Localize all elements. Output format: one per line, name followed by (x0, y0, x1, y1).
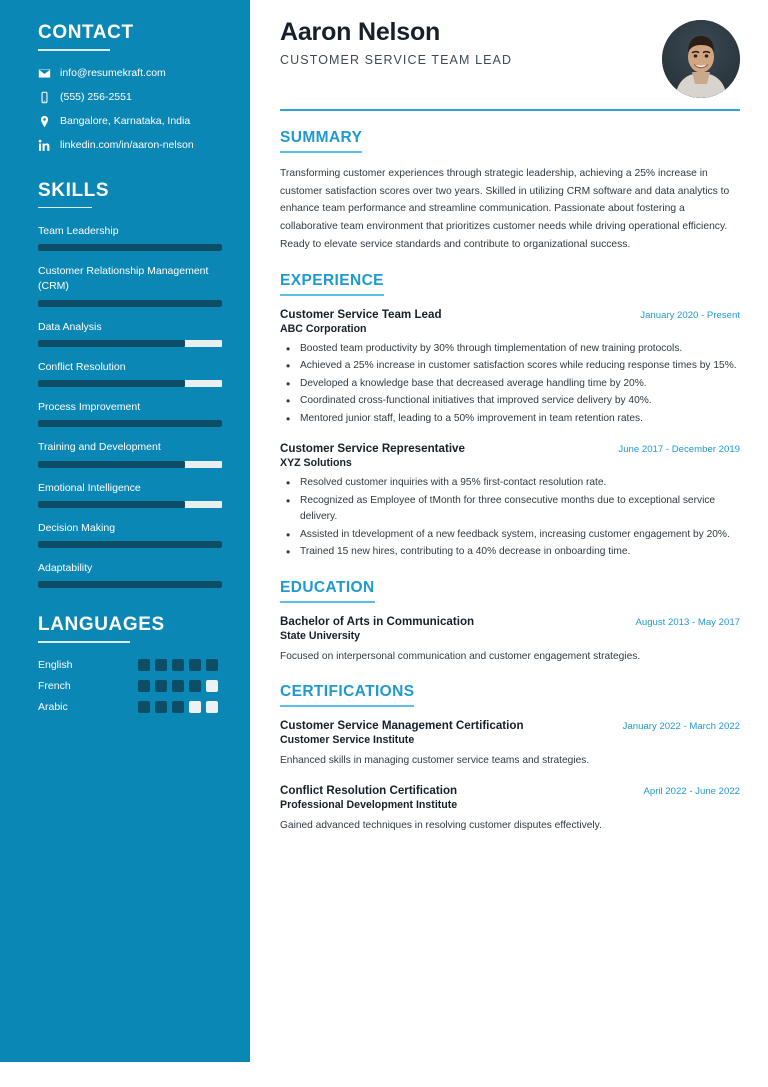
entry (280, 308, 740, 428)
skill-item (38, 561, 222, 588)
skill-bar-track (38, 244, 222, 251)
certifications-list (280, 719, 740, 835)
main-content (250, 0, 768, 1087)
language-item (38, 680, 222, 692)
language-level-dot (138, 659, 150, 671)
language-level-dot (206, 659, 218, 671)
language-item (38, 659, 222, 671)
language-level-dot (155, 680, 167, 692)
skill-bar-fill (38, 541, 222, 548)
skill-bar-track (38, 541, 222, 548)
language-label: French (38, 679, 71, 692)
experience-heading: EXPERIENCE (280, 272, 384, 296)
entry-bullets (280, 475, 740, 561)
contact-heading: CONTACT (38, 22, 134, 43)
skill-bar-fill (38, 380, 185, 387)
language-level-dots (138, 701, 218, 713)
entry-organization: Customer Service Institute (280, 733, 415, 746)
entry-bullet: • Recognized as Employee of tMonth for three consecutive months due to exceptional service delivery. (280, 493, 740, 526)
language-level-dot (172, 701, 184, 713)
skill-bar-fill (38, 581, 222, 588)
entry-bullet: • Assisted in tdevelopment of a new feedback system, increasing customer engagement by 20%. (280, 527, 740, 544)
entry-title: Conflict Resolution Certification (280, 784, 458, 798)
experience-list (280, 308, 740, 561)
skill-label: Training and Development (38, 441, 161, 454)
skill-item (38, 400, 222, 427)
entry (280, 615, 740, 665)
map-pin-icon (38, 115, 55, 128)
language-level-dot (206, 680, 218, 692)
language-item (38, 701, 222, 713)
languages-section (38, 614, 222, 713)
entry-date: August 2013 - May 2017 (635, 616, 740, 628)
skill-bar-fill (38, 461, 185, 468)
languages-heading: LANGUAGES (38, 614, 165, 636)
skill-item (38, 360, 222, 387)
skill-bar-track (38, 380, 222, 387)
summary-text: Transforming customer experiences through strategic leadership, achieving a 25% increase in customer satisfaction scores over two years. Skilled in utilizing CRM software and data analytics to enhance team performance and streamline communication. Passionate about fostering a collaborative team environment that prioritizes customer needs while driving operational efficiency. Ready to elevate service standards and contribute to organizational success. (280, 168, 730, 250)
entry-header (280, 308, 740, 321)
language-label: Arabic (38, 700, 68, 713)
page-title: Aaron Nelson (280, 18, 441, 46)
linkedin-icon (38, 139, 55, 152)
entry-organization: State University (280, 629, 361, 642)
entry-title: Customer Service Management Certification (280, 718, 524, 732)
skill-bar-fill (38, 300, 222, 307)
entry-bullet: • Coordinated cross-functional initiatives that improved service delivery by 40%. (280, 393, 740, 410)
entry-header (280, 442, 740, 455)
experience-section (280, 272, 740, 561)
skill-item (38, 224, 222, 251)
entry-header (280, 719, 740, 732)
language-label: English (38, 658, 73, 671)
contact-heading-underline (38, 49, 110, 51)
skill-bar-fill (38, 420, 222, 427)
language-level-dot (172, 680, 184, 692)
entry-bullet: • Developed a knowledge base that decreased average handling time by 20%. (280, 376, 740, 393)
skill-bar-track (38, 501, 222, 508)
language-level-dot (172, 659, 184, 671)
entry-date: January 2020 - Present (640, 309, 740, 321)
language-level-dot (206, 701, 218, 713)
language-level-dot (155, 659, 167, 671)
skill-label: Team Leadership (38, 225, 119, 237)
contact-item[interactable] (38, 91, 222, 104)
entry-date: June 2017 - December 2019 (618, 444, 740, 456)
entry-bullets (280, 341, 740, 428)
entry-bullet: • Resolved customer inquiries with a 95% first-contact resolution rate. (280, 475, 740, 492)
contact-item-value: linkedin.com/in/aaron-nelson (60, 138, 194, 151)
entry-bullet: • Achieved a 25% increase in customer satisfaction scores while reducing response times by 15%. (280, 358, 740, 375)
entry-date: April 2022 - June 2022 (643, 786, 740, 798)
skill-item (38, 521, 222, 548)
skill-item (38, 320, 222, 347)
certifications-heading: CERTIFICATIONS (280, 683, 414, 707)
education-list (280, 615, 740, 665)
entry-title: Customer Service Team Lead (280, 307, 442, 321)
skill-bar-track (38, 420, 222, 427)
language-level-dots (138, 659, 218, 671)
mobile-phone-icon (38, 91, 55, 104)
languages-heading-underline (38, 641, 130, 643)
contact-item-value: Bangalore, Karnataka, India (60, 114, 191, 127)
skill-label: Adaptability (38, 561, 93, 574)
skill-item (38, 264, 222, 306)
language-level-dots (138, 680, 218, 692)
summary-section (280, 129, 740, 254)
avatar (662, 20, 740, 98)
skill-item (38, 440, 222, 467)
contact-item[interactable] (38, 139, 222, 152)
entry-organization: XYZ Solutions (280, 457, 352, 470)
contact-list (38, 67, 222, 152)
sidebar (0, 0, 250, 1062)
envelope-icon (38, 67, 55, 80)
contact-item-value: (555) 256-2551 (60, 90, 132, 103)
header-divider (280, 109, 740, 111)
skills-section (38, 180, 222, 589)
language-level-dot (138, 680, 150, 692)
language-level-dot (155, 701, 167, 713)
skill-label: Process Improvement (38, 401, 141, 414)
languages-list (38, 659, 222, 713)
entry (280, 442, 740, 561)
entry-note: Enhanced skills in managing customer service teams and strategies. (280, 754, 590, 766)
contact-item[interactable] (38, 67, 222, 80)
entry-note: Gained advanced techniques in resolving customer disputes effectively. (280, 820, 602, 832)
job-title: CUSTOMER SERVICE TEAM LEAD (280, 52, 513, 67)
skill-bar-track (38, 461, 222, 468)
header-text (280, 18, 512, 67)
skill-item (38, 481, 222, 508)
entry-bullet: • Trained 15 new hires, contributing to a 40% decrease in onboarding time. (280, 544, 740, 561)
contact-item[interactable] (38, 115, 222, 128)
skill-bar-track (38, 581, 222, 588)
entry-header (280, 784, 740, 797)
entry-organization: ABC Corporation (280, 322, 367, 335)
skill-label: Decision Making (38, 521, 116, 534)
entry-bullet: • Mentored junior staff, leading to a 50% improvement in team retention rates. (280, 411, 740, 428)
summary-heading: SUMMARY (280, 129, 362, 153)
entry-title: Bachelor of Arts in Communication (280, 614, 475, 628)
skill-bar-track (38, 340, 222, 347)
language-level-dot (189, 701, 201, 713)
language-level-dot (189, 659, 201, 671)
entry-date: January 2022 - March 2022 (622, 720, 740, 732)
entry-title: Customer Service Representative (280, 442, 465, 456)
skill-label: Conflict Resolution (38, 360, 126, 373)
skill-label: Data Analysis (38, 320, 102, 333)
resume-header (280, 18, 740, 98)
skills-heading-underline (38, 207, 92, 209)
contact-section (38, 22, 222, 152)
contact-item-value: info@resumekraft.com (60, 66, 166, 79)
education-section (280, 579, 740, 665)
entry-note: Focused on interpersonal communication and customer engagement strategies. (280, 650, 641, 662)
entry (280, 719, 740, 769)
education-heading: EDUCATION (280, 579, 375, 603)
skill-bar-fill (38, 340, 185, 347)
entry (280, 784, 740, 834)
skills-list (38, 224, 222, 588)
skill-label: Emotional Intelligence (38, 481, 141, 494)
certifications-section (280, 683, 740, 835)
skill-bar-fill (38, 501, 185, 508)
language-level-dot (189, 680, 201, 692)
entry-bullet: • Boosted team productivity by 30% through timplementation of new training protocols. (280, 341, 740, 358)
skill-bar-track (38, 300, 222, 307)
skill-label: Customer Relationship Management (CRM) (38, 265, 209, 293)
entry-organization: Professional Development Institute (280, 799, 458, 812)
language-level-dot (138, 701, 150, 713)
entry-header (280, 615, 740, 628)
skills-heading: SKILLS (38, 179, 110, 201)
skill-bar-fill (38, 244, 222, 251)
